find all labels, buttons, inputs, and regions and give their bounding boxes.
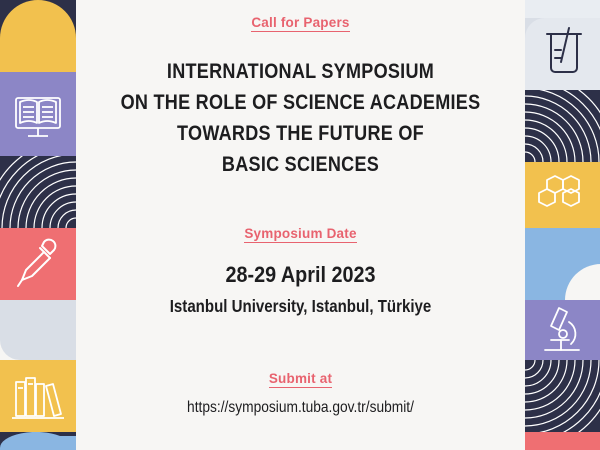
left-tile-blue-arch — [0, 432, 76, 450]
symposium-date: 28-29 April 2023 — [225, 262, 376, 287]
symposium-venue: Istanbul University, Istanbul, Türkiye — [169, 296, 432, 316]
submit-url-link[interactable]: https://symposium.tuba.gov.tr/submit/ — [187, 399, 414, 416]
pipette-icon — [0, 228, 76, 300]
call-for-papers-heading — [76, 15, 525, 30]
right-decorative-strip — [525, 0, 600, 450]
microscope-icon — [525, 300, 600, 360]
left-tile-purple — [0, 72, 76, 156]
title-line: TOWARDS THE FUTURE OF — [177, 122, 424, 145]
right-tile-yellow-hexagons — [525, 162, 600, 228]
right-tile-coral — [525, 432, 600, 450]
left-tile-navy-arcs — [0, 156, 76, 228]
title-line: ON THE ROLE OF SCIENCE ACADEMIES — [120, 91, 481, 114]
left-tile-yellow-arch — [0, 0, 76, 72]
beaker-icon — [525, 18, 600, 90]
submit-label: Submit at — [268, 371, 333, 386]
symposium-title — [107, 56, 493, 180]
book-screen-icon — [0, 72, 76, 156]
right-tile-blue-arch — [525, 228, 600, 300]
title-line: BASIC SCIENCES — [221, 153, 380, 176]
symposium-date-label: Symposium Date — [244, 226, 357, 241]
right-tile-gray-beaker — [525, 18, 600, 90]
symposium-date-heading — [76, 226, 525, 241]
left-tile-yellow-books — [0, 360, 76, 432]
left-tile-coral — [0, 228, 76, 300]
right-tile-navy-arcs-2 — [525, 360, 600, 432]
right-tile-purple-microscope — [525, 300, 600, 360]
poster-content — [76, 0, 525, 450]
title-line: INTERNATIONAL SYMPOSIUM — [166, 60, 435, 83]
books-icon — [0, 360, 76, 432]
left-decorative-strip — [0, 0, 76, 450]
right-tile-top — [525, 0, 600, 18]
right-tile-navy-arcs — [525, 90, 600, 162]
left-tile-gray — [0, 300, 76, 360]
call-for-papers-label: Call for Papers — [251, 15, 350, 30]
hexagon-molecule-icon — [525, 162, 600, 228]
submit-heading — [76, 371, 525, 386]
